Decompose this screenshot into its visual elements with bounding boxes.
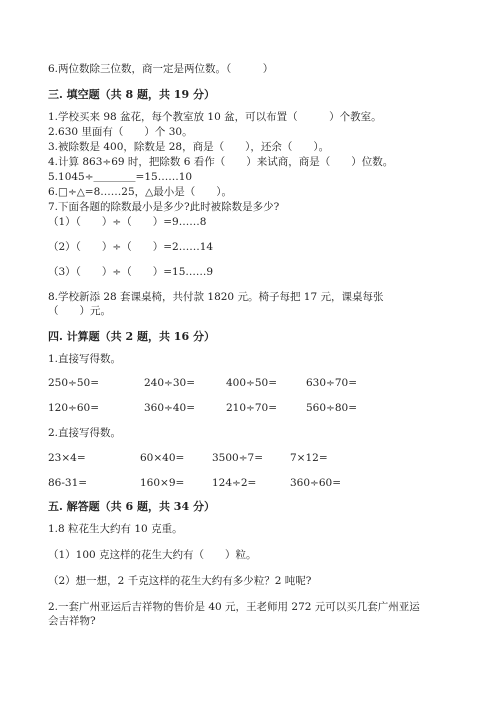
fill-question-7: 7.下面各题的除数最小是多少?此时被除数是多少? bbox=[48, 201, 280, 213]
solve-question-1: 1.8 粒花生大约有 10 克重。 bbox=[48, 523, 183, 535]
fill-question-4: 4.计算 863÷69 时，把除数 6 看作（ ）来试商，商是（ ）位数。 bbox=[48, 156, 394, 168]
calc-item: 7×12= bbox=[290, 452, 328, 464]
calc-item: 360÷40= bbox=[144, 402, 195, 414]
fill-question-5: 5.1045÷＿＿＿＿=15……10 bbox=[48, 171, 193, 183]
fill-question-2: 2.630 里面有（ ）个 30。 bbox=[48, 126, 193, 138]
calc-item: 120÷60= bbox=[48, 402, 99, 414]
calc-item: 210÷70= bbox=[226, 402, 277, 414]
calc-item: 630÷70= bbox=[306, 377, 357, 389]
fill-question-3: 3.被除数是 400，除数是 28，商是（ ），还余（ ）。 bbox=[48, 141, 330, 153]
calc-question-1: 1.直接写得数。 bbox=[48, 353, 122, 365]
question-6-judge: 6.两位数除三位数，商一定是两位数。（ ） bbox=[48, 63, 274, 75]
calc-item: 60×40= bbox=[140, 452, 185, 464]
calc-item: 124÷2= bbox=[212, 477, 257, 489]
solve-question-2-line-1: 2.一套广州亚运后吉祥物的售价是 40 元，王老师用 272 元可以买几套广州亚运 bbox=[48, 601, 420, 613]
fill-question-7-part-3: （3）（ ）÷（ ）=15……9 bbox=[48, 266, 214, 278]
fill-question-7-part-2: （2）（ ）÷（ ）=2……14 bbox=[48, 241, 214, 253]
calc-item: 23×4= bbox=[48, 452, 86, 464]
fill-question-8-line-2: （ ）元。 bbox=[48, 305, 111, 317]
calc-item: 560÷80= bbox=[306, 402, 357, 414]
fill-question-7-part-1: （1）（ ）÷（ ）=9……8 bbox=[48, 216, 207, 228]
calc-item: 160×9= bbox=[140, 477, 185, 489]
solve-question-1-part-2: （2）想一想，2 千克这样的花生大约有多少粒？2 吨呢? bbox=[48, 575, 312, 587]
calc-item: 86-31= bbox=[48, 477, 88, 489]
calc-item: 3500÷7= bbox=[212, 452, 263, 464]
fill-question-1: 1.学校买来 98 盆花，每个教室放 10 盆，可以布置（ ）个教室。 bbox=[48, 111, 382, 123]
calc-item: 400÷50= bbox=[226, 377, 277, 389]
solve-question-2-line-2: 会吉祥物? bbox=[48, 615, 96, 627]
section-3-title: 三. 填空题（共 8 题，共 19 分） bbox=[48, 88, 215, 101]
calc-item: 360÷60= bbox=[290, 477, 341, 489]
solve-question-1-part-1: （1）100 克这样的花生大约有（ ）粒。 bbox=[48, 549, 257, 561]
section-4-title: 四. 计算题（共 2 题，共 16 分） bbox=[48, 330, 215, 343]
calc-item: 250÷50= bbox=[48, 377, 99, 389]
calc-item: 240÷30= bbox=[144, 377, 195, 389]
fill-question-6: 6.□÷△=8……25，△最小是（ ）。 bbox=[48, 186, 232, 198]
calc-question-2: 2.直接写得数。 bbox=[48, 427, 122, 439]
fill-question-8-line-1: 8.学校新添 28 套课桌椅，共付款 1820 元。椅子每把 17 元，课桌每张 bbox=[48, 291, 384, 303]
section-5-title: 五. 解答题（共 6 题，共 34 分） bbox=[48, 500, 215, 513]
